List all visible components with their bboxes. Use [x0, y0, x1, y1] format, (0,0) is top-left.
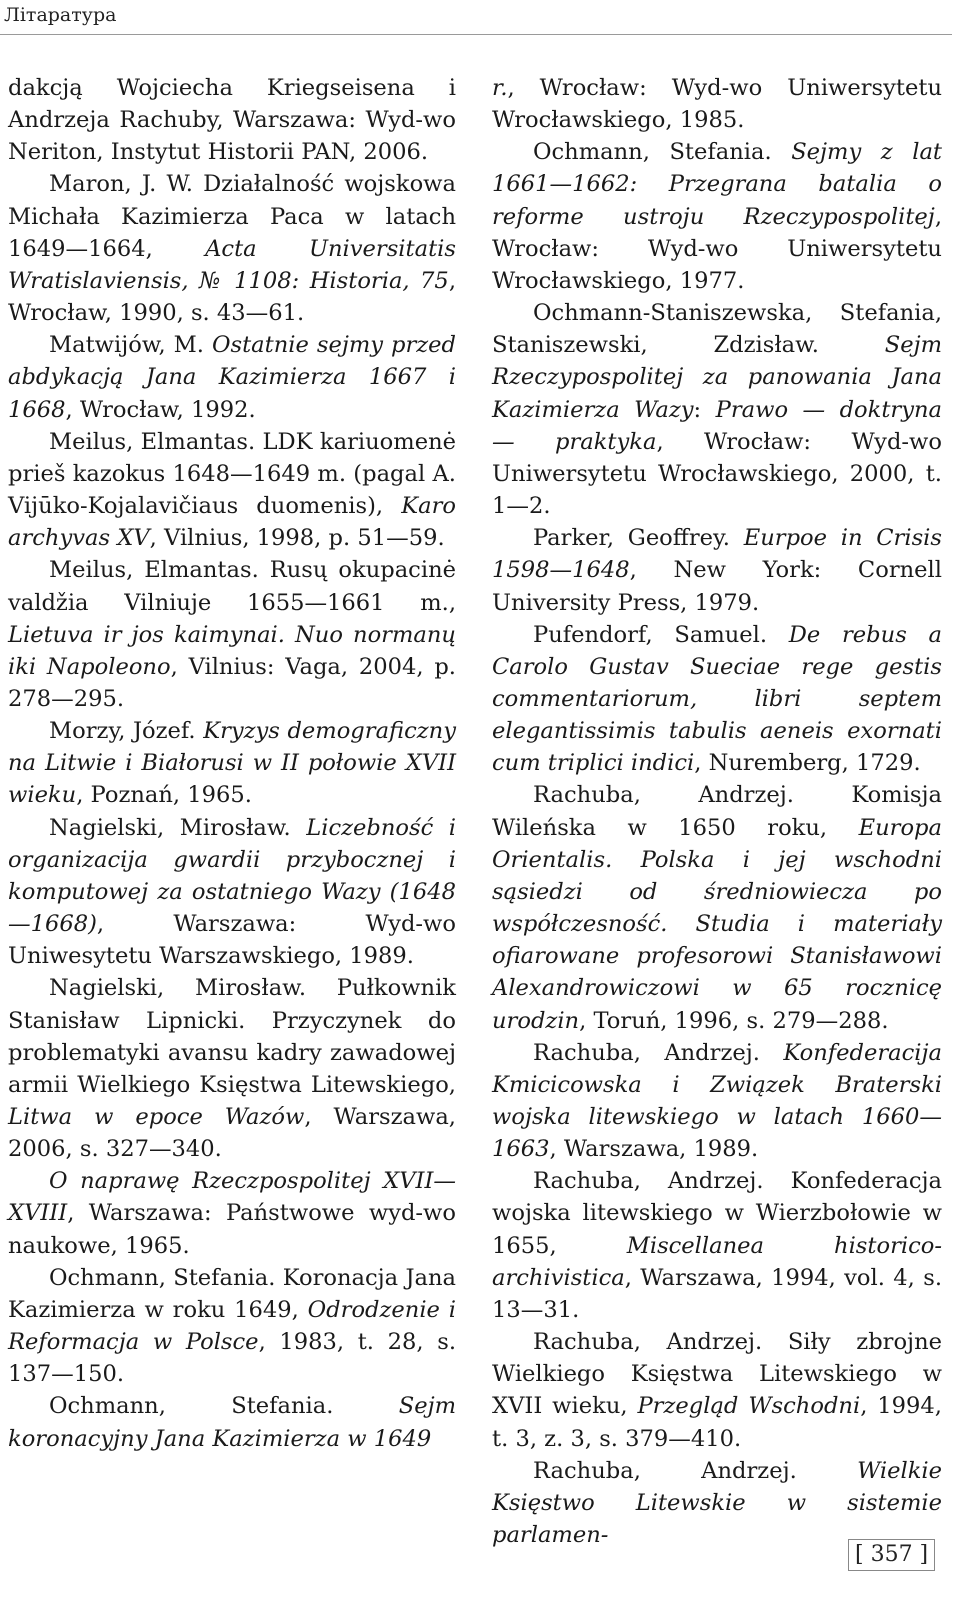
- entry-text: , New York: Cornell University Press, 1979.: [492, 557, 942, 616]
- bibliography-entry: [8, 426, 456, 555]
- entry-text: Morzy, Józef.: [49, 718, 204, 745]
- entry-title-italic: O naprawę Rzeczpospolitej XVII—XVIII: [8, 1168, 456, 1227]
- entry-text: Meilus, Elmantas. Rusų okupacinė valdžia Vilniuje 1655—1661 m.,: [8, 557, 456, 616]
- bibliography-entry: [8, 1390, 456, 1454]
- page-number: [ 357 ]: [848, 1539, 935, 1571]
- entry-title-italic: Eurpoe in Crisis 1598—1648: [492, 525, 943, 584]
- entry-text: Parker, Geoffrey.: [533, 525, 744, 552]
- entry-text: , Wrocław: Wyd-wo Uniwersytetu Wrocławskiego, 2000, t. 1—2.: [492, 428, 942, 520]
- entry-text: Ochmann, Stefania.: [533, 139, 792, 166]
- bibliography-entry: [8, 1262, 456, 1391]
- bibliography-entry: [8, 554, 456, 715]
- entry-text: Rachuba, Andrzej.: [533, 1039, 784, 1066]
- entry-text: Rachuba, Andrzej. Konfederacja wojska litewskiego w Wierzbołowie w 1655,: [492, 1168, 942, 1259]
- entry-title-italic: De rebus a Carolo Gustav Sueciae rege gestis commentariorum, libri septem elegantissimis tabulis aeneis exornati cum triplici indici: [492, 621, 942, 777]
- bibliography-entry: [492, 1165, 942, 1326]
- bibliography-entry: [492, 136, 942, 297]
- bibliography-entry: [8, 972, 456, 1165]
- bibliography-entry: [492, 1455, 942, 1551]
- entry-text: Rachuba, Andrzej.: [533, 1457, 858, 1484]
- entry-text: Meilus, Elmantas. LDK kariuomenė prieš kazokus 1648—1649 m. (pagal A. Vijūko-Kojalavičiaus duomenis),: [8, 428, 456, 520]
- entry-text: , Warszawa, 2006, s. 327—340.: [8, 1104, 456, 1163]
- entry-title-italic: Prawo — doktryna — praktyka: [492, 396, 943, 455]
- bibliography-entry: [492, 779, 942, 1036]
- entry-title-italic: Ostatnie sejmy przed abdykacją Jana Kazimierza 1667 i 1668: [8, 332, 456, 423]
- entry-text: , Nuremberg, 1729.: [694, 750, 921, 777]
- entry-text: , Warszawa, 1994, vol. 4, s. 13—31.: [492, 1264, 942, 1323]
- bibliography-right-column: [492, 72, 942, 1551]
- entry-title-italic: r.: [492, 75, 508, 101]
- entry-text: , Toruń, 1996, s. 279—288.: [579, 1007, 889, 1034]
- entry-text: Nagielski, Mirosław. Pułkownik Stanisław Lipnicki. Przyczynek do problematyki avansu kadry zawadowej armii Wielkiego Księstwa Litewskiego,: [8, 975, 456, 1098]
- entry-text: Rachuba, Andrzej. Siły zbrojne Wielkiego Księstwa Litewskiego w XVII wieku,: [492, 1329, 942, 1420]
- entry-title-italic: Karo archyvas XV: [8, 493, 456, 552]
- entry-text: , 1983, t. 28, s. 137—150.: [8, 1329, 457, 1388]
- entry-text: :: [693, 396, 716, 423]
- entry-title-italic: Europa Orientalis. Polska i jej wschodni sąsiedzi od średniowiecza po współczesność. Studia i materiały ofiarowane profesorowi Stanisławowi Alexandrowiczowi w 65 rocznicę urodzin: [492, 814, 942, 1034]
- bibliography-entry: [8, 72, 456, 168]
- entry-text: Rachuba, Andrzej. Komisja Wileńska w 1650 roku,: [492, 782, 942, 841]
- entry-text: , Wrocław, 1992.: [65, 396, 256, 423]
- entry-text: Matwijów, M.: [49, 332, 212, 359]
- entry-text: Ochmann, Stefania.: [49, 1393, 399, 1420]
- entry-text: Nagielski, Mirosław.: [49, 814, 307, 841]
- entry-text: Ochmann-Staniszewska, Stefania, Staniszewski, Zdzisław.: [492, 300, 942, 359]
- bibliography-entry: [8, 168, 456, 329]
- bibliography-entry: [492, 72, 942, 136]
- entry-text: , Vilnius, 1998, p. 51—59.: [149, 525, 445, 552]
- entry-text: , 1994, t. 3, z. 3, s. 379—410.: [492, 1393, 942, 1452]
- bibliography-entry: [8, 715, 456, 811]
- entry-text: , Warszawa: Państwowe wyd-wo naukowe, 1965.: [8, 1200, 456, 1259]
- header-rule: [0, 34, 952, 35]
- entry-text: , Poznań, 1965.: [76, 782, 252, 809]
- entry-text: Ochmann, Stefania. Koronacja Jana Kazimierza w roku 1649,: [8, 1264, 456, 1323]
- entry-text: Maron, J. W. Działalność wojskowa Michała Kazimierza Paca w latach 1649—1664,: [8, 171, 456, 262]
- entry-text: , Vilnius: Vaga, 2004, p. 278—295.: [8, 653, 456, 712]
- entry-title-italic: Acta Universitatis Wratislaviensis, № 1108: Historia, 75: [8, 235, 456, 294]
- entry-text: , Wrocław, 1990, s. 43—61.: [8, 267, 456, 327]
- bibliography-left-column: [8, 72, 456, 1455]
- entry-text: Pufendorf, Samuel.: [533, 621, 789, 648]
- entry-text: , Warszawa, 1989.: [549, 1136, 759, 1163]
- entry-title-italic: Sejm koronacyjny Jana Kazimierza w 1649: [8, 1393, 456, 1452]
- entry-title-italic: Lietuva ir jos kaimynai. Nuo normanų iki Napoleono: [8, 621, 456, 680]
- bibliography-entry: [8, 1165, 456, 1261]
- bibliography-entry: [492, 619, 942, 780]
- entry-text: , Wrocław: Wyd-wo Uniwersytetu Wrocławskiego, 1985.: [492, 75, 942, 134]
- entry-title-italic: Kryzys demograficzny na Litwie i Białorusi w II połowie XVII wieku: [8, 718, 456, 809]
- entry-title-italic: Konfederacija Kmicicowska i Związek Braterski wojska litewskiego w latach 1660—1663: [492, 1039, 942, 1163]
- bibliography-entry: [8, 329, 456, 425]
- entry-text: dakcją Wojciecha Kriegseisena i Andrzeja Rachuby, Warszawa: Wyd-wo Neriton, Instytut Historii PAN, 2006.: [8, 75, 456, 166]
- bibliography-entry: [8, 812, 456, 973]
- entry-title-italic: Liczebność i organizacija gwardii przybocznej i komputowej za ostatniego Wazy (1648—1668): [8, 814, 456, 938]
- entry-title-italic: Wielkie Księstwo Litewskie w sistemie parlamen-: [492, 1457, 942, 1549]
- entry-title-italic: Miscellanea historico-archivistica: [492, 1232, 942, 1291]
- entry-title-italic: Sejmy z lat 1661—1662: Przegrana batalia o reforme ustroju Rzeczypospolitej: [492, 139, 942, 230]
- entry-text: , Wrocław: Wyd-wo Uniwersytetu Wrocławskiego, 1977.: [492, 203, 942, 294]
- bibliography-entry: [492, 1037, 942, 1166]
- bibliography-entry: [492, 522, 942, 618]
- entry-title-italic: Przegląd Wschodni: [637, 1393, 861, 1420]
- entry-title-italic: Sejm Rzeczypospolitej za panowania Jana Kazimierza Wazy: [492, 332, 942, 423]
- running-head: Літаратура: [4, 4, 117, 26]
- entry-text: , Warszawa: Wyd-wo Uniwesytetu Warszawskiego, 1989.: [8, 911, 456, 970]
- entry-title-italic: Litwa w epoce Wazów: [8, 1104, 305, 1130]
- bibliography-entry: [492, 1326, 942, 1455]
- entry-title-italic: Odrodzenie i Reformacja w Polsce: [8, 1296, 456, 1356]
- bibliography-entry: [492, 297, 942, 522]
